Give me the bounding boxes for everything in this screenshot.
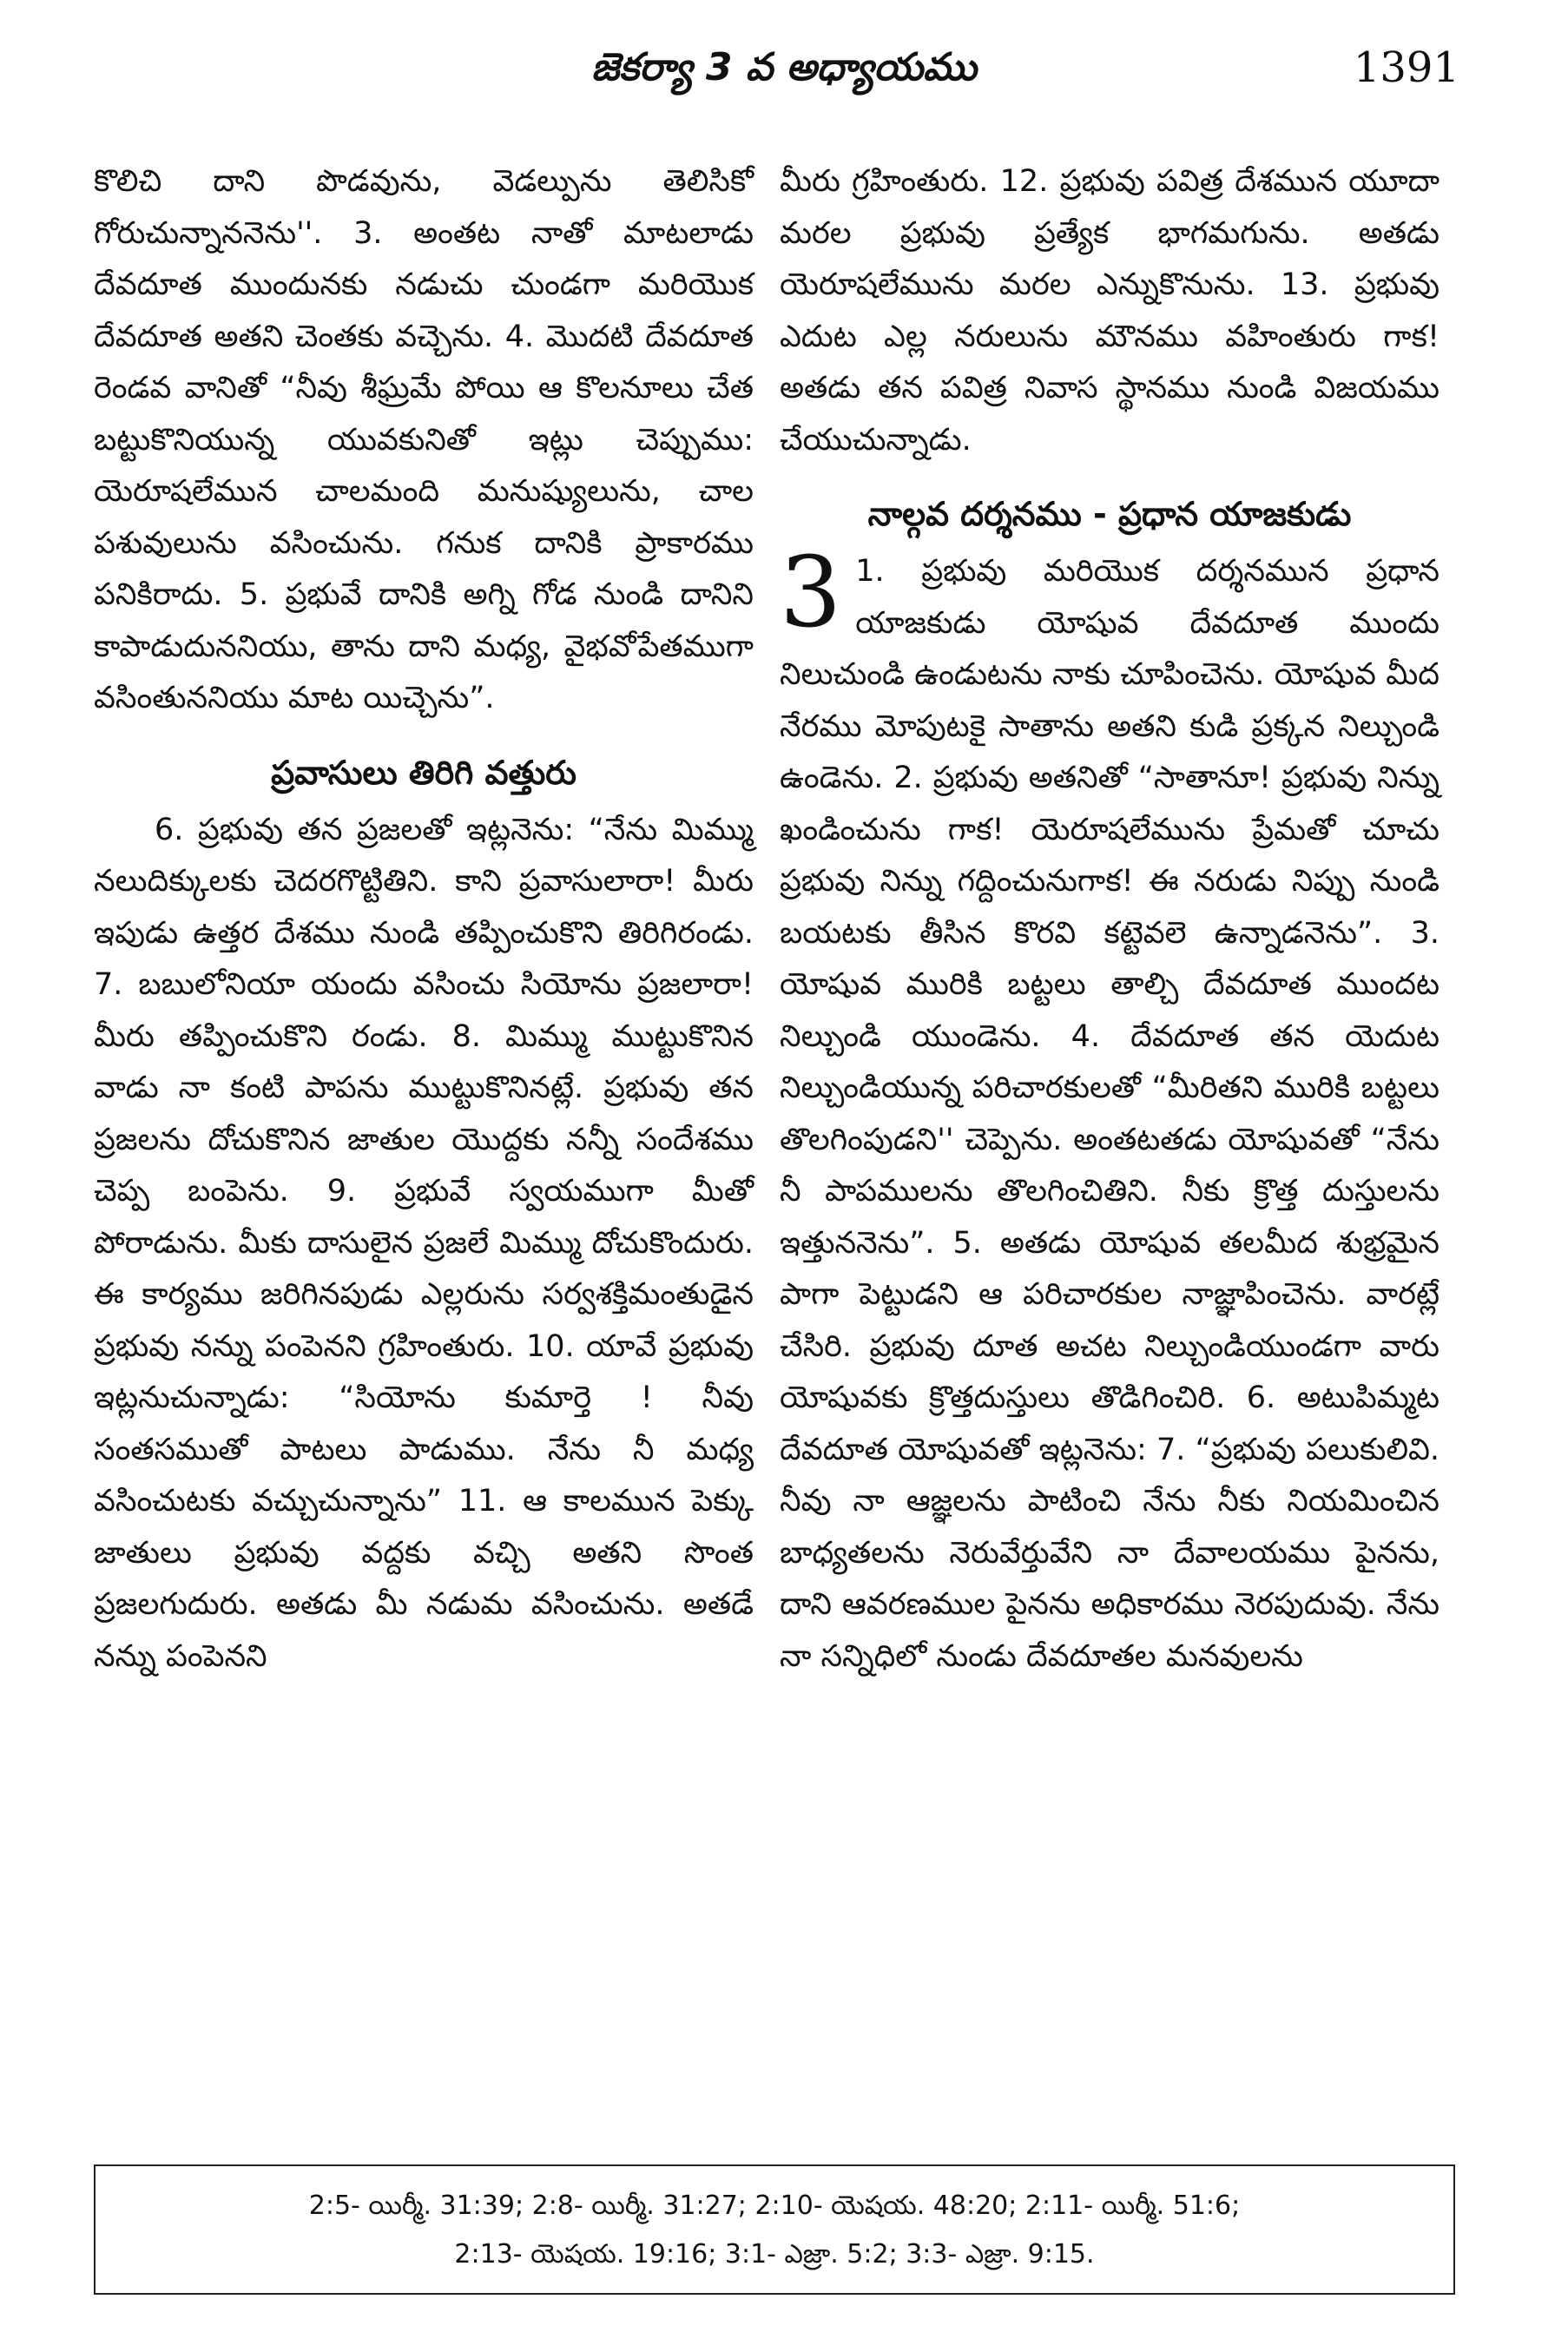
- left-paragraph-1: కొలిచి దాని పొడవును, వెడల్పును తెలిసికో గోరుచున్నాననెను''. 3. అంతట నాతో మాటలాడు దేవదూత ముందునకు నడుచు చుండగా మరియొక దేవదూత అతని చెంతకు వచ్చెను. 4. మొదటి దేవదూత రెండవ వానితో “నీవు శీఘ్రమే పోయి ఆ కొలనూలు చేత బట్టుకొనియున్న యువకునితో ఇట్లు చెప్పుము: యెరూషలేమున చాలమంది మనుష్యులును, చాల పశువులును వసించును. గనుక దానికి ప్రాకారము పనికిరాదు. 5. ప్రభువే దానికి అగ్ని గోడ నుండి దానిని కాపాడుదుననియు, తాను దాని మధ్య, వైభవోపేతముగా వసింతుననియు మాట యిచ్చెను”.: [94, 164, 754, 715]
- right-column: [780, 156, 1440, 1683]
- cross-reference-line-1: 2:5- యిర్మీ. 31:39; 2:8- యిర్మీ. 31:27; 2:10- యెషయ. 48:20; 2:11- యిర్మీ. 51:6;: [308, 2191, 1241, 2221]
- cross-references-box: [94, 2164, 1455, 2295]
- chapter-number: 3: [780, 537, 842, 649]
- right-paragraph-2: 1. ప్రభువు మరియొక దర్శనమున ప్రధాన యాజకుడు యోషువ దేవదూత ముందు నిలుచుండి ఉండుటను నాకు చూపించెను. యోషువ మీద నేరము మోపుటకై సాతాను అతని కుడి ప్రక్కన నిల్చుండి ఉండెను. 2. ప్రభువు అతనితో “సాతానూ! ప్రభువు నిన్ను ఖండించును గాక! యెరూషలేమును ప్రేమతో చూచు ప్రభువు నిన్ను గద్దించునుగాక! ఈ నరుడు నిప్పు నుండి బయటకు తీసిన కొరవి కట్టెవలె ఉన్నాడనెను”. 3. యోషువ మురికి బట్టలు తాల్చి దేవదూత ముందట నిల్చుండి యుండెను. 4. దేవదూత తన యెదుట నిల్చుండియున్న పరిచారకులతో “మీరితని మురికి బట్టలు తొలగింపుడని'' చెప్పెను. అంతటతడు యోషువతో “నేను నీ పాపములను తొలగించితిని. నీకు క్రొత్త దుస్తులను ఇత్తుననెను”. 5. అతడు యోషువ తలమీద శుభ్రమైన పాగా పెట్టుడని ఆ పరిచారకుల నాజ్ఞాపించెను. వారట్లే చేసిరి. ప్రభువు దూత అచట నిల్చుండియుండగా వారు యోషువకు క్రొత్తదుస్తులు తొడిగించిరి. 6. అటుపిమ్మట దేవదూత యోషువతో ఇట్లనెను: 7. “ప్రభువు పలుకులివి. నీవు నా ఆజ్ఞలను పాటించి నేను నీకు నియమించిన బాధ్యతలను నెరువేర్తువేని నా దేవాలయము పైనను, దాని ఆవరణముల పైనను అధికారము నెరపుదువు. నేను నా సన్నిధిలో నుండు దేవదూతల మనవులను: [780, 554, 1440, 1674]
- page-number: 1391: [1353, 43, 1459, 92]
- left-paragraph-2: 6. ప్రభువు తన ప్రజలతో ఇట్లనెను: “నేను మిమ్ము నలుదిక్కులకు చెదరగొట్టితిని. కాని ప్రవాసులారా! మీరు ఇపుడు ఉత్తర దేశము నుండి తప్పించుకొని తిరిగిరండు. 7. బబులోనియా యందు వసించు సియోను ప్రజలారా! మీరు తప్పించుకొని రండు. 8. మిమ్ము ముట్టుకొనిన వాడు నా కంటి పాపను ముట్టుకొనినట్లే. ప్రభువు తన ప్రజలను దోచుకొనిన జాతుల యొద్దకు నన్నీ సందేశము చెప్ప బంపెను. 9. ప్రభువే స్వయముగా మీతో పోరాడును. మీకు దాసులైన ప్రజలే మిమ్ము దోచుకొందురు. ఈ కార్యము జరిగినపుడు ఎల్లరును సర్వశక్తిమంతుడైన ప్రభువు నన్ను పంపెనని గ్రహింతురు. 10. యావే ప్రభువు ఇట్లనుచున్నాడు: “సియోను కుమార్తె ! నీవు సంతసముతో పాటలు పాడుము. నేను నీ మధ్య వసించుటకు వచ్చుచున్నాను” 11. ఆ కాలమున పెక్కు జాతులు ప్రభువు వద్దకు వచ్చి అతని సొంత ప్రజలగుదురు. అతడు మీ నడుమ వసించును. అతడే నన్ను పంపెనని: [94, 812, 754, 1674]
- chapter-3-start: [780, 537, 1440, 1683]
- section-heading-fourth-vision: నాల్గవ దర్శనము - ప్రధాన యాజకుడు: [867, 495, 1352, 533]
- section-heading-exiles-return: ప్రవాసులు తిరిగి వత్తురు: [271, 753, 576, 792]
- left-column: [94, 156, 754, 1683]
- running-title: జెకర్యా 3 వ అధ్యాయము: [591, 45, 977, 89]
- cross-reference-line-2: 2:13- యెషయ. 19:16; 3:1- ఎజ్రా. 5:2; 3:3- ఎజ్రా. 9:15.: [454, 2239, 1095, 2270]
- right-paragraph-1: మీరు గ్రహింతురు. 12. ప్రభువు పవిత్ర దేశమున యూదా మరల ప్రభువు ప్రత్యేక భాగమగును. అతడు యెరూషలేమును మరల ఎన్నుకొనును. 13. ప్రభువు ఎదుట ఎల్ల నరులును మౌనము వహింతురు గాక! అతడు తన పవిత్ర నివాస స్థానము నుండి విజయము చేయుచున్నాడు.: [780, 164, 1440, 458]
